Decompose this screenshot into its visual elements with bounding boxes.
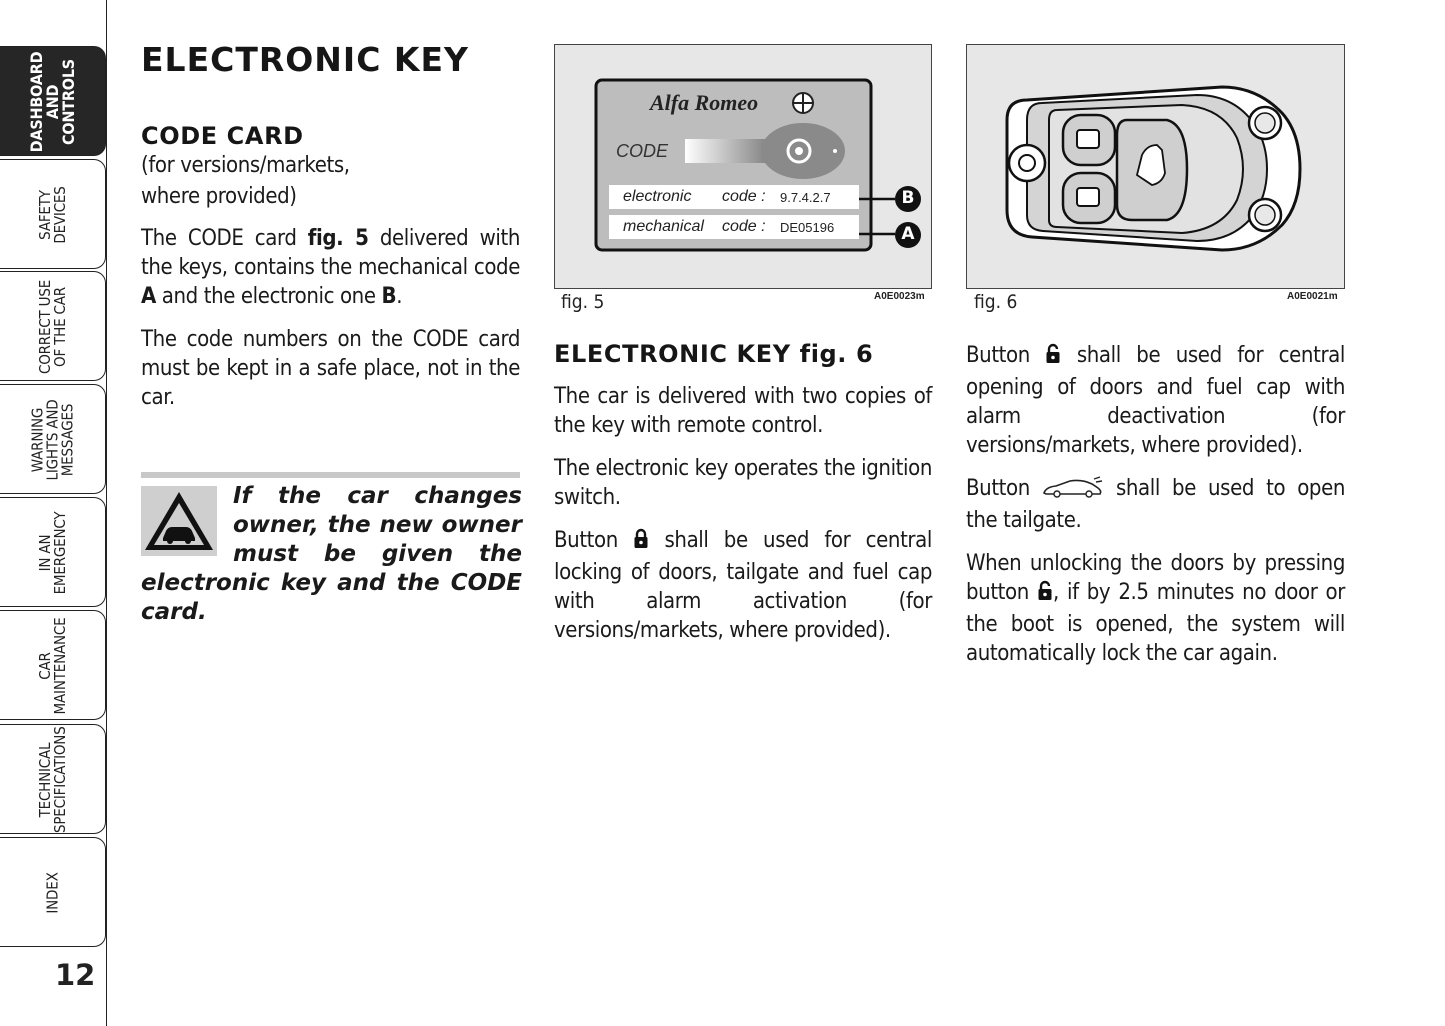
text-run: When unlocking the doors by pressing button — [966, 551, 1345, 605]
warning-message: If the car changes owner, the new owner must be given the electronic key and the CODE card. — [141, 483, 522, 625]
tab-label: CORRECT USE OF THE CAR — [36, 279, 69, 375]
lock-open-icon — [1045, 343, 1061, 373]
tab-dashboard-and-controls[interactable] — [0, 46, 106, 156]
paragraph: The code numbers on the CODE card must be kept in a safe place, not in the car. — [141, 327, 520, 410]
section-note-line: where provided) — [141, 184, 297, 209]
electronic-key-section — [554, 340, 932, 659]
page-title: ELECTRONIC KEY — [141, 40, 469, 79]
tab-label: INDEX — [43, 872, 62, 914]
text-run: The CODE card — [141, 226, 308, 251]
mechanical-code-value: DE05196 — [780, 220, 835, 235]
text-run: Button — [966, 476, 1042, 501]
electronic-code-value: 9.7.4.2.7 — [780, 190, 831, 205]
callout-a: A — [901, 224, 915, 244]
text-run: shall be used for central locking of doors, tailgate and fuel cap with alarm activation (for versions/markets, where provided). — [554, 528, 932, 643]
tab-warning-lights[interactable] — [0, 384, 106, 494]
tab-label: IN AN EMERGENCY — [36, 511, 69, 595]
page-number: 12 — [55, 958, 96, 992]
tab-label: CAR MAINTENANCE — [36, 617, 69, 715]
text-run: delivered with the keys, contains the mechanical code — [141, 226, 520, 280]
tab-car-maintenance[interactable] — [0, 610, 106, 720]
paragraph: The electronic key operates the ignition switch. — [554, 456, 932, 510]
section-title: ELECTRONIC KEY fig. 6 — [554, 340, 874, 368]
text-run: shall be used to open the tailgate. — [966, 476, 1346, 533]
warning-text — [141, 482, 522, 627]
paragraph — [966, 549, 1345, 668]
tab-correct-use[interactable] — [0, 271, 106, 381]
paragraph — [554, 526, 932, 645]
paragraph — [966, 341, 1345, 460]
label-b: B — [381, 284, 397, 309]
text-run: Button — [554, 528, 634, 553]
figure-6-remote-key — [966, 44, 1345, 289]
figure-reference[interactable]: fig. 5 — [307, 226, 369, 251]
lock-open-icon — [1037, 580, 1053, 610]
text-run: shall be used for central opening of doors and fuel cap with alarm deactivation (for versions/markets, where provided). — [966, 343, 1345, 458]
figure-5-code-card — [554, 44, 932, 289]
paragraph: The car is delivered with two copies of the key with remote control. — [554, 384, 932, 438]
code-word: CODE — [616, 141, 669, 161]
text-run: Button — [966, 343, 1046, 368]
tailgate-icon — [1042, 476, 1104, 506]
sidebar-edge — [106, 0, 107, 1026]
code-label: code : — [722, 218, 766, 235]
tab-safety-devices[interactable] — [0, 159, 106, 269]
tab-technical-specifications[interactable] — [0, 724, 106, 834]
tab-in-an-emergency[interactable] — [0, 497, 106, 607]
figure-6-caption: fig. 6 — [974, 291, 1018, 313]
section-note-line: (for versions/markets, — [141, 153, 350, 178]
chapter-sidebar — [0, 0, 110, 1026]
warning-divider — [141, 472, 520, 478]
code-label: code : — [722, 188, 766, 205]
figure-5-caption: fig. 5 — [561, 291, 605, 313]
code-card-section — [141, 122, 520, 426]
warning-icon-spacer — [141, 482, 233, 568]
brand-logo: Alfa Romeo — [650, 90, 759, 115]
text-run: and the electronic one — [155, 284, 382, 309]
buttons-description — [966, 341, 1345, 682]
text-run: , if by 2.5 minutes no door or the boot is opened, the system will automatically lock the car again. — [966, 580, 1345, 666]
tab-label: DASHBOARD AND CONTROLS — [27, 51, 78, 153]
label-a: A — [141, 284, 156, 309]
figure-6-ref: A0E0021m — [1287, 291, 1338, 302]
text-run: . — [396, 284, 403, 309]
lock-closed-icon — [633, 528, 649, 558]
tab-label: WARNING LIGHTS AND MESSAGES — [28, 399, 77, 481]
electronic-label: electronic — [623, 188, 692, 205]
paragraph — [141, 224, 520, 311]
tab-index[interactable] — [0, 837, 106, 947]
mechanical-label: mechanical — [623, 218, 704, 235]
paragraph — [966, 474, 1345, 535]
tab-label: TECHNICAL SPECIFICATIONS — [36, 726, 69, 833]
tab-label: SAFETY DEVICES — [36, 186, 69, 244]
section-title: CODE CARD — [141, 122, 304, 150]
callout-b: B — [901, 188, 915, 208]
figure-5-ref: A0E0023m — [874, 291, 925, 302]
